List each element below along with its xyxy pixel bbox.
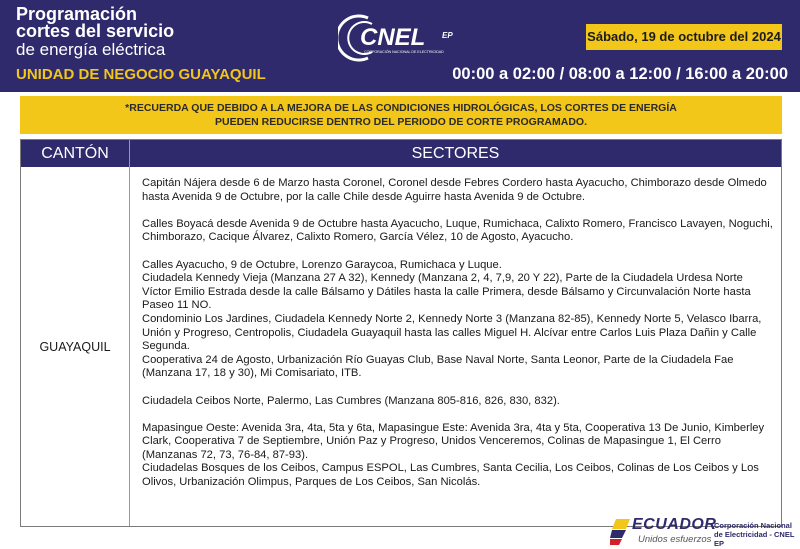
logo-tagline: CORPORACIÓN NACIONAL DE ELECTRICIDAD: [364, 50, 444, 54]
header-banner: [0, 0, 800, 92]
cnel-logo: [338, 12, 478, 64]
table-row: [21, 167, 781, 526]
sector-entry: Condominio Los Jardines, Ciudadela Kennedy Norte 2, Kennedy Norte 3 (Manzana 82-85), Kennedy Norte 5, Velasco Ibarra, Unión y Progreso, Centropolis, Ciudadela Guayaquil hasta las calles Miguel H. Alcívar entre Carlos Luis Plaza Dañin y Calle Segunda.: [142, 312, 762, 353]
ecuador-wordmark: ECUADOR: [632, 516, 717, 533]
corp-line-2: de Electricidad - CNEL EP: [714, 530, 795, 548]
corp-line-1: Corporación Nacional: [714, 521, 792, 530]
sectores-cell: [142, 177, 774, 490]
corporation-name: [714, 521, 796, 548]
sector-entry: Ciudadelas Bosques de los Ceibos, Campus ESPOL, Las Cumbres, Santa Cecilia, Los Ceibos, Colinas de Los Ceibos y Los Olivos, Urbanización Olimpus, Parques de Los Ceibos, San Nicolás.: [142, 462, 759, 489]
column-header-canton: CANTÓN: [21, 140, 130, 167]
outage-hours: 00:00 a 02:00 / 08:00 a 12:00 / 16:00 a 20:00: [452, 65, 788, 83]
sector-entry: Ciudadela Ceibos Norte, Palermo, Las Cumbres (Manzana 805-816, 826, 830, 832).: [142, 394, 560, 407]
flag-stripe-yellow: [612, 519, 630, 529]
header-title: [16, 6, 316, 59]
sector-entry: Cooperativa 24 de Agosto, Urbanización Río Guayas Club, Base Naval Norte, Santa Leonor, Parte de la Ciudadela Fae (Manzana 17, 18 y 30), Mi Comisariato, ITB.: [142, 353, 734, 380]
title-line-1: Programación: [16, 4, 138, 24]
notice-line-2: PUEDEN REDUCIRSE DENTRO DEL PERIODO DE CORTE PROGRAMADO.: [214, 116, 587, 128]
logo-suffix: EP: [442, 31, 453, 40]
canton-cell: [21, 167, 130, 526]
column-header-sectores: SECTORES: [411, 145, 500, 162]
sector-entry: Calles Boyacá desde Avenida 9 de Octubre hasta Ayacucho, Luque, Rumichaca, Calixto Romero, Francisco Lavayen, Noguchi, Chimborazo, Cacique Álvarez, Calixto Romero, García Vélez, 10 de Agosto, Ayacucho.: [142, 217, 773, 244]
title-line-3: de energía eléctrica: [16, 40, 166, 59]
schedule-table: [20, 139, 782, 527]
sector-entry: Calles Ayacucho, 9 de Octubre, Lorenzo Garaycoa, Rumichaca y Luque.: [142, 258, 502, 271]
table-header: [21, 140, 781, 167]
sector-entry: Mapasingue Oeste: Avenida 3ra, 4ta, 5ta y 6ta, Mapasingue Este: Avenida 3ra, 4ta y 5ta, Cooperativa 13 De Junio, Kimberley Clark, Cooperativa 7 de Septiembre, Unión Paz y Progreso, Unidos Venceremos, Colinas de Mapasingue 1, El Cerro (Manzanas 72, 73, 76-84, 87-93).: [142, 421, 765, 461]
sector-entry: Ciudadela Kennedy Vieja (Manzana 27 A 32), Kennedy (Manzana 2, 4, 7,9, 20 Y 22), Parte de la Ciudadela Urdesa Norte Víctor Emilio Estrada desde la calle Bálsamo y Dátiles hasta la calle Primera, desde Bálsamo y Circunvalación Norte hasta Paseo 11 NO.: [142, 272, 751, 312]
sector-entry: Capitán Nájera desde 6 de Marzo hasta Coronel, Coronel desde Febres Cordero hasta Ayacucho, Chimborazo desde Olmedo hasta Avenida 9 de Octubre, por la calle Chile desde Aguirre hasta Avenida 9 de Octubre.: [142, 177, 767, 203]
flag-stripe-red: [610, 539, 622, 545]
business-unit: UNIDAD DE NEGOCIO GUAYAQUIL: [16, 66, 266, 83]
footer-logos: [598, 515, 798, 549]
ecuador-flag-icon: [610, 517, 632, 547]
notice-line-1: *RECUERDA QUE DEBIDO A LA MEJORA DE LAS CONDICIONES HIDROLÓGICAS, LOS CORTES DE ENERGÍA: [125, 102, 677, 114]
canton-name: GUAYAQUIL: [39, 339, 111, 354]
title-line-2: cortes del servicio: [16, 21, 175, 41]
slogan: Unidos esfuerzos: [638, 534, 712, 545]
notice-banner: [20, 96, 782, 134]
logo-brand: CNEL: [360, 24, 426, 51]
date-badge: Sábado, 19 de octubre del 2024: [586, 24, 782, 50]
flag-stripe-blue: [610, 530, 626, 538]
